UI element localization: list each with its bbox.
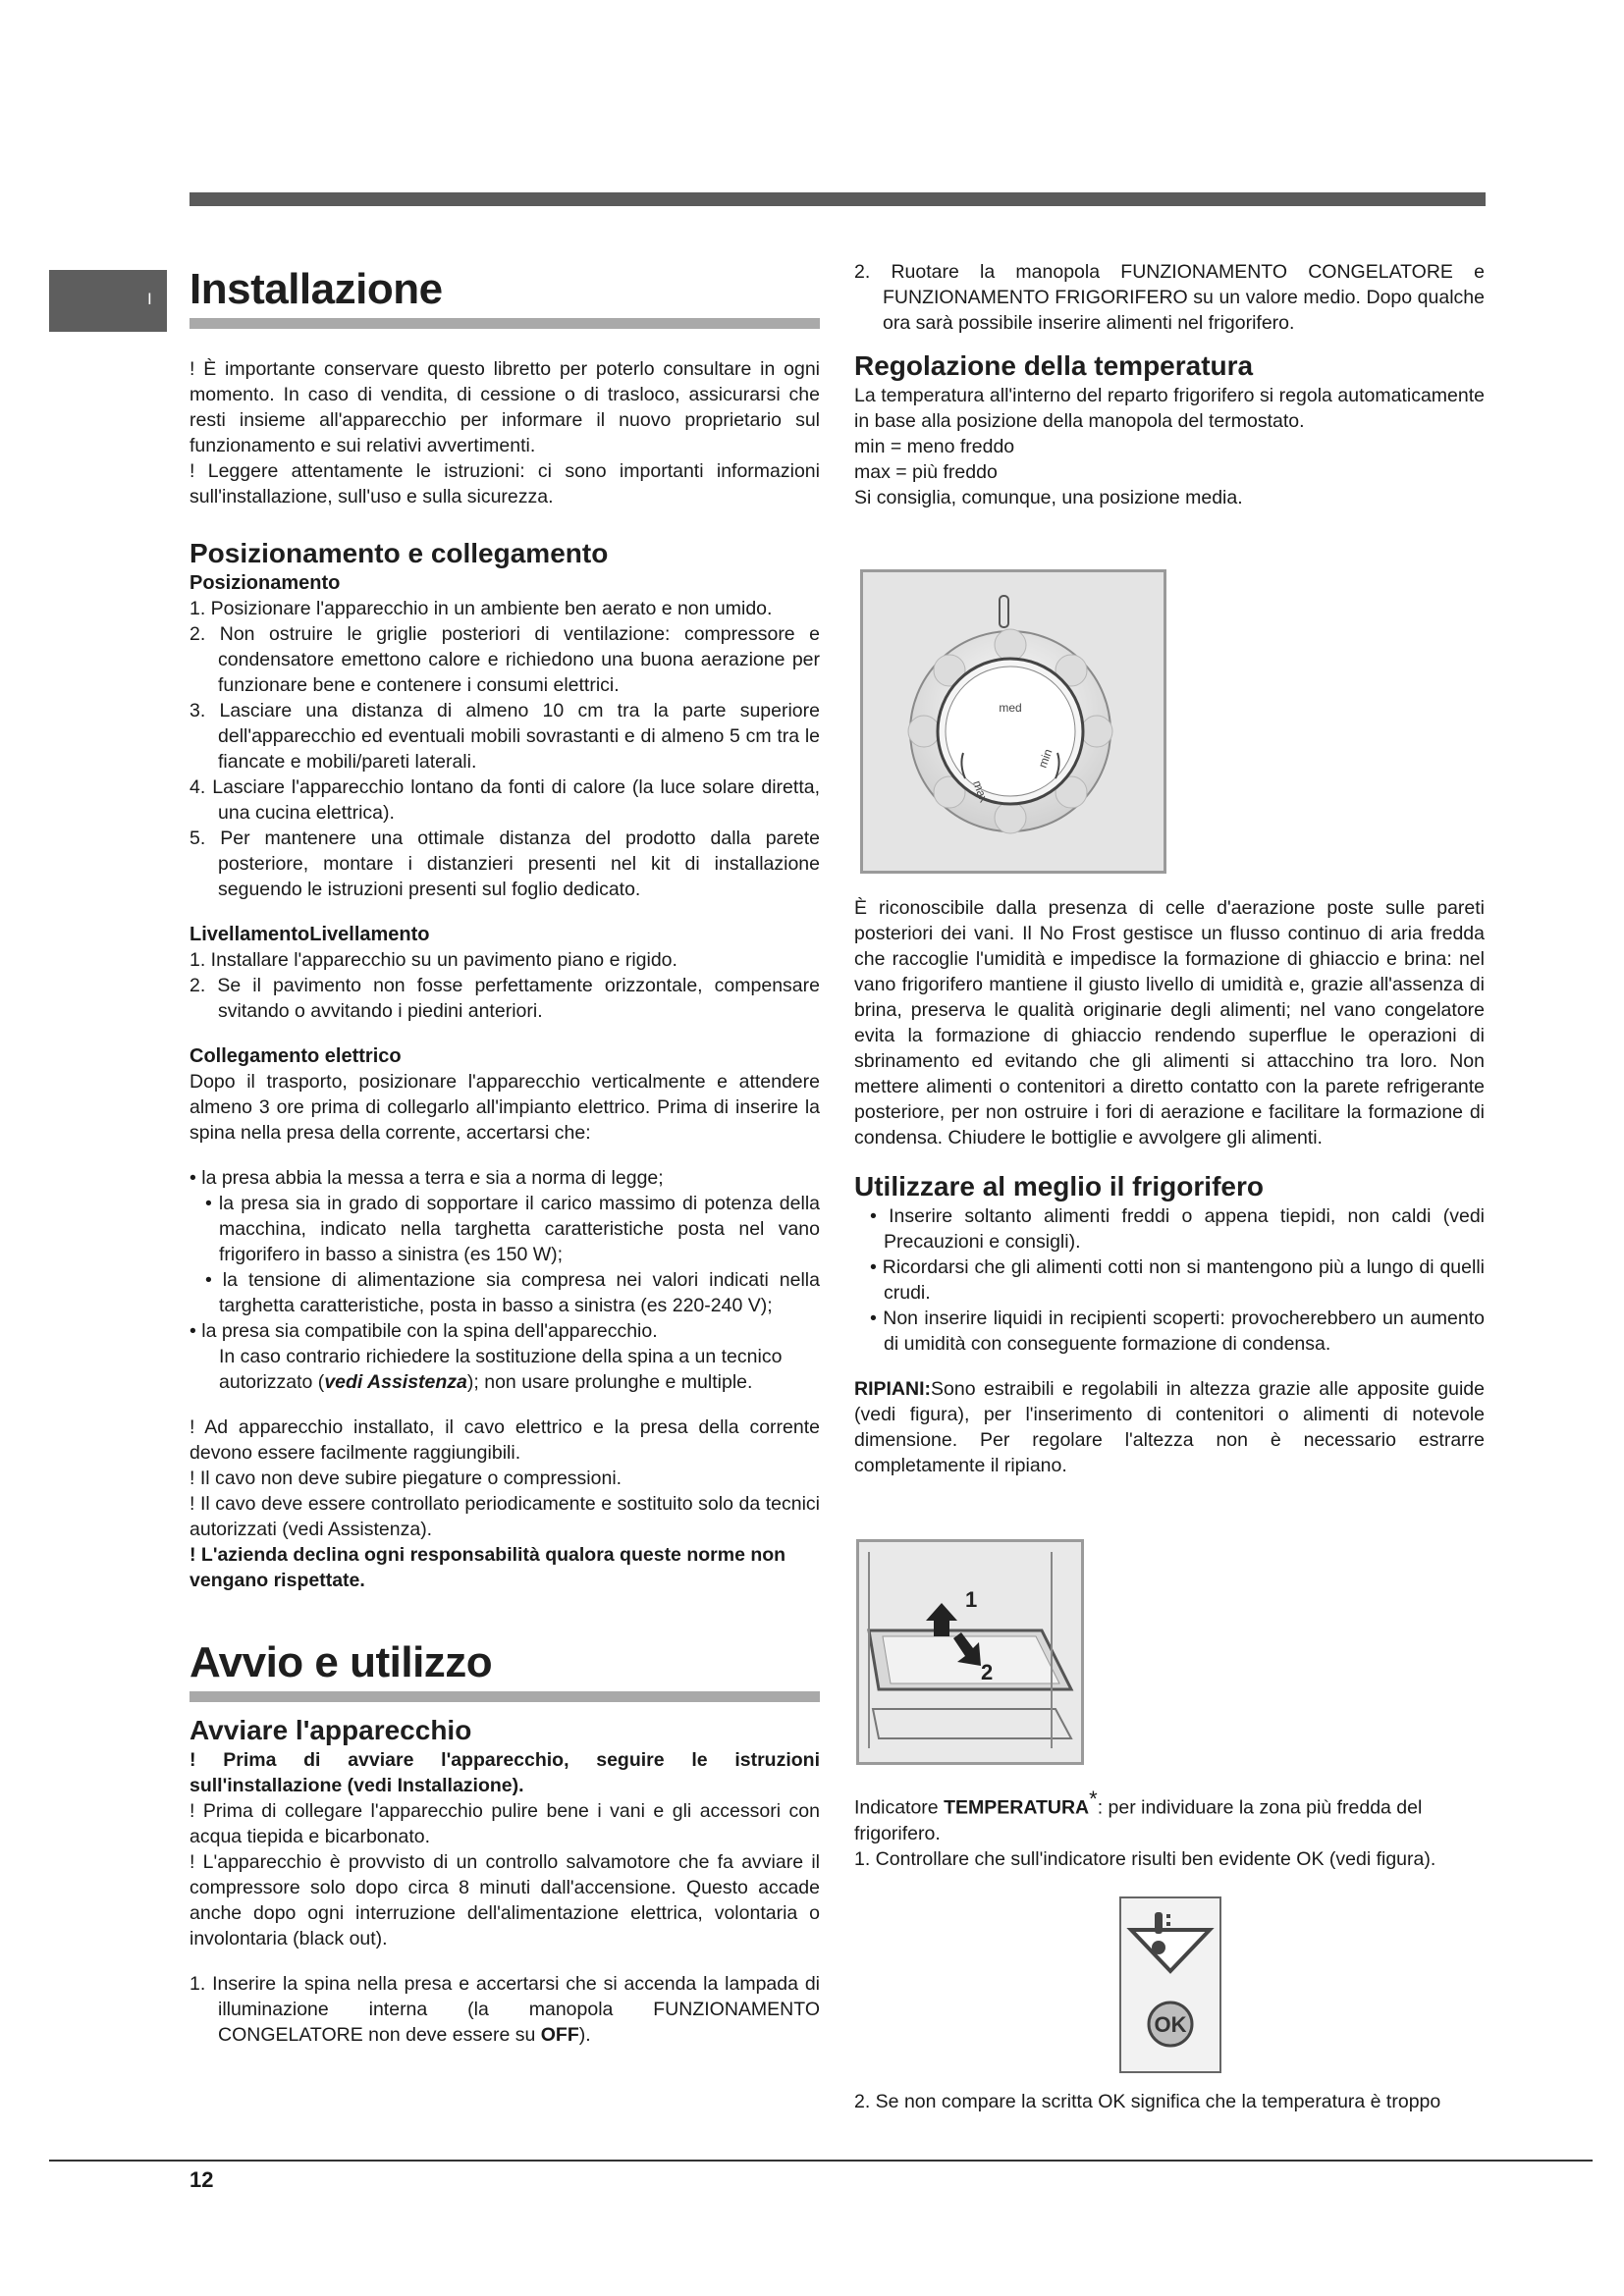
avviare-text: ! L'apparecchio è provvisto di un controllo salvamotore che fa avviare il compressore solo dopo circa 8 minuti dall'accensione. Questo accade anche dopo ogni interruzione dell'alimentazione elettrica, volontaria o involontaria (black out). — [189, 1851, 820, 1949]
avvio-utilizzo-title: Avvio e utilizzo — [189, 1638, 493, 1686]
regolazione-title: Regolazione della temperatura — [854, 350, 1254, 381]
bullet-item: • Inserire soltanto alimenti freddi o appena tiepidi, non caldi (vedi Precauzioni e consigli). — [870, 1205, 1485, 1253]
collegamento-text: Dopo il trasporto, posizionare l'apparecchio verticalmente e attendere almeno 3 ore prima di collegarlo all'impianto elettrico. Prima di inserire la spina nella presa della corrente, accertarsi che: — [189, 1071, 820, 1144]
warning-bold: ! L'azienda declina ogni responsabilità qualora queste norme non vengano rispettate. — [189, 1544, 786, 1591]
posizionamento-collegamento-title: Posizionamento e collegamento — [189, 538, 609, 568]
top-rule — [189, 192, 1486, 206]
text-span: ); non usare prolunghe e multiple. — [466, 1371, 753, 1393]
temperatura-label: TEMPERATURA — [944, 1796, 1090, 1819]
avviare-step — [189, 1971, 820, 2048]
installazione-title: Installazione — [189, 265, 443, 313]
text-span: : per individuare la zona più fredda del frigorifero. — [854, 1796, 1423, 1844]
regolazione-max: max = più freddo — [854, 461, 998, 483]
warning-text: ! Il cavo deve essere controllato periodicamente e sostituito solo da tecnici autorizzati (vedi Assistenza). — [189, 1493, 820, 1540]
ok-label: OK — [1154, 2012, 1187, 2037]
section-rule — [189, 1691, 820, 1702]
avviare-warning: ! Prima di avviare l'apparecchio, seguire le istruzioni sull'installazione (vedi Installazione). — [189, 1749, 820, 1796]
utilizzare-title: Utilizzare al meglio il frigorifero — [854, 1171, 1264, 1201]
page-number: 12 — [189, 2167, 214, 2192]
knob-min-label: min — [1035, 747, 1056, 771]
text-span: 1. Inserire la spina nella presa e accertarsi che si accenda la lampada di illuminazione interna (la manopola FUNZIONAMENTO CONGELATORE non deve essere su — [189, 1973, 820, 2046]
livellamento-subtitle: LivellamentoLivellamento — [189, 924, 430, 945]
indicator-step2-block — [854, 2089, 1485, 2114]
text-span: ). — [578, 2024, 591, 2046]
bullet-item: • la presa sia in grado di sopportare il carico massimo di potenza della macchina, indicato nella targhetta caratteristiche posta nel vano frigorifero in basso a sinistra (es 150 W); — [205, 1193, 820, 1265]
list-item: 1. Installare l'apparecchio su un pavimento piano e rigido. — [189, 949, 677, 971]
warning-text: ! Ad apparecchio installato, il cavo elettrico e la presa della corrente devono essere facilmente raggiungibili. — [189, 1416, 820, 1464]
posizionamento-subtitle: Posizionamento — [189, 572, 341, 594]
nofrost-paragraph: È riconoscibile dalla presenza di celle d'aerazione poste sulle pareti posteriori dei vani. Il No Frost gestisce un flusso continuo di aria fredda che raccoglie l'umidità e impedisce la formazione di ghiaccio e brina: nel vano frigorifero mantiene il giusto livello di umidità e, grazie all'assenza di brina, preserva le qualità originarie degli alimenti; nel vano congelatore evita la formazione di ghiaccio rendendo superflue le operazioni di sbrinamento ed evitando che gli alimenti si attacchino tra loro. Non mettere alimenti o contenitori a diretto contatto con la parete refrigerante posteriore, per non ostruire i fori di aerazione e facilitare la formazione di condensa. Chiudere le bottiglie e avvolgere gli alimenti. — [854, 897, 1485, 1148]
intro-paragraph: ! È importante conservare questo libretto per poterlo consultare in ogni momento. In caso di vendita, di cessione o di trasloco, assicurarsi che resti insieme all'apparecchio per informare il nuovo proprietario sul funzionamento e sui relativi avvertimenti. — [189, 358, 820, 456]
ok-indicator-figure — [1119, 1896, 1221, 2073]
knob-med-label: med — [999, 701, 1022, 715]
ripiani-label: RIPIANI: — [854, 1378, 931, 1400]
right-column-lower — [854, 895, 1485, 1478]
list-item: 2. Se il pavimento non fosse perfettamente orizzontale, compensare svitando o avvitando i piedini anteriori. — [189, 975, 820, 1022]
avviare-text: ! Prima di collegare l'apparecchio pulire bene i vani e gli accessori con acqua tiepida e bicarbonato. — [189, 1800, 820, 1847]
indicator-section — [854, 1787, 1485, 1872]
thermometer-icon — [1155, 1912, 1163, 1934]
list-item: 1. Posizionare l'apparecchio in un ambiente ben aerato e non umido. — [189, 598, 773, 619]
regolazione-advice: Si consiglia, comunque, una posizione media. — [854, 487, 1243, 508]
language-tab — [49, 270, 167, 332]
bullet-item: • Ricordarsi che gli alimenti cotti non si mantengono più a lungo di quelli crudi. — [870, 1256, 1485, 1304]
list-item: 5. Per mantenere una ottimale distanza del prodotto dalla parete posteriore, montare i distanzieri presenti nel kit di installazione seguendo le istruzioni presenti sul foglio dedicato. — [189, 828, 820, 900]
regolazione-min: min = meno freddo — [854, 436, 1015, 457]
shelf-illustration — [859, 1542, 1081, 1762]
off-label: OFF — [540, 2024, 579, 2046]
warning-text: ! Il cavo non deve subire piegature o compressioni. — [189, 1468, 623, 1489]
assistenza-reference: vedi Assistenza — [324, 1371, 467, 1393]
avviare-step: 2. Ruotare la manopola FUNZIONAMENTO CONGELATORE e FUNZIONAMENTO FRIGORIFERO su un valore medio. Dopo qualche ora sarà possibile inserire alimenti nel frigorifero. — [854, 261, 1485, 334]
bullet-continuation — [189, 1344, 820, 1395]
avviare-title: Avviare l'apparecchio — [189, 1715, 472, 1745]
text-span: In caso contrario richiedere la sostituzione della spina a un tecnico autorizzato ( — [219, 1346, 783, 1393]
bullet-item: • la presa abbia la messa a terra e sia a norma di legge; — [189, 1167, 664, 1189]
asterisk: * — [1089, 1787, 1098, 1811]
step-number-2: 2 — [981, 1660, 994, 1684]
list-item: 2. Non ostruire le griglie posteriori di ventilazione: compressore e condensatore emettono calore e richiedono una buona aerazione per funzionare bene e contenere i consumi elettrici. — [189, 623, 820, 696]
indicatore-step: 2. Se non compare la scritta OK significa che la temperatura è troppo — [854, 2091, 1441, 2112]
shelf-figure — [856, 1539, 1084, 1765]
list-item: 3. Lasciare una distanza di almeno 10 cm tra la parte superiore dell'apparecchio ed eventuali mobili sovrastanti e di almeno 5 cm tra le fiancate e mobili/pareti laterali. — [189, 700, 820, 773]
bullet-item: • Non inserire liquidi in recipienti scoperti: provocherebbero un aumento di umidità con conseguente formazione di condensa. — [870, 1308, 1485, 1355]
indicatore-step: 1. Controllare che sull'indicatore risulti ben evidente OK (vedi figura). — [854, 1847, 1436, 1870]
ripiani-paragraph — [854, 1376, 1485, 1478]
text-span: Sono estraibili e regolabili in altezza grazie alle apposite guide (vedi figura), per l'inserimento di contenitori o alimenti di notevole dimensione. Per regolare l'altezza non è necessario estrarre completamente il ripiano. — [854, 1378, 1485, 1476]
footer-rule — [49, 2160, 1593, 2162]
knob-max-label: max — [970, 778, 992, 805]
temperature-triangle-icon — [1131, 1930, 1210, 1971]
indicatore-text — [854, 1787, 1485, 1846]
list-item: 4. Lasciare l'apparecchio lontano da fonti di calore (la luce solare diretta, una cucina elettrica). — [189, 776, 820, 824]
bullet-item: • la presa sia compatibile con la spina dell'apparecchio. — [189, 1320, 658, 1342]
left-column — [189, 263, 820, 2048]
collegamento-subtitle: Collegamento elettrico — [189, 1045, 402, 1067]
text-span: Indicatore — [854, 1796, 945, 1819]
section-rule — [189, 318, 820, 329]
thermostat-knob-illustration — [863, 572, 1164, 871]
step-number-1: 1 — [965, 1587, 978, 1612]
regolazione-text: La temperatura all'interno del reparto frigorifero si regola automaticamente in base alla posizione della manopola del termostato. — [854, 385, 1485, 432]
right-column — [854, 259, 1485, 510]
thermostat-knob-figure — [860, 569, 1166, 874]
intro-paragraph: ! Leggere attentamente le istruzioni: ci sono importanti informazioni sull'installazione, sull'uso e sulla sicurezza. — [189, 460, 820, 507]
ok-indicator-illustration — [1121, 1898, 1219, 2071]
bullet-item: • la tensione di alimentazione sia compresa nei valori indicati nella targhetta caratteristiche, posta in basso a sinistra (es 220-240 V); — [205, 1269, 820, 1316]
language-tab-label: I — [147, 290, 152, 308]
